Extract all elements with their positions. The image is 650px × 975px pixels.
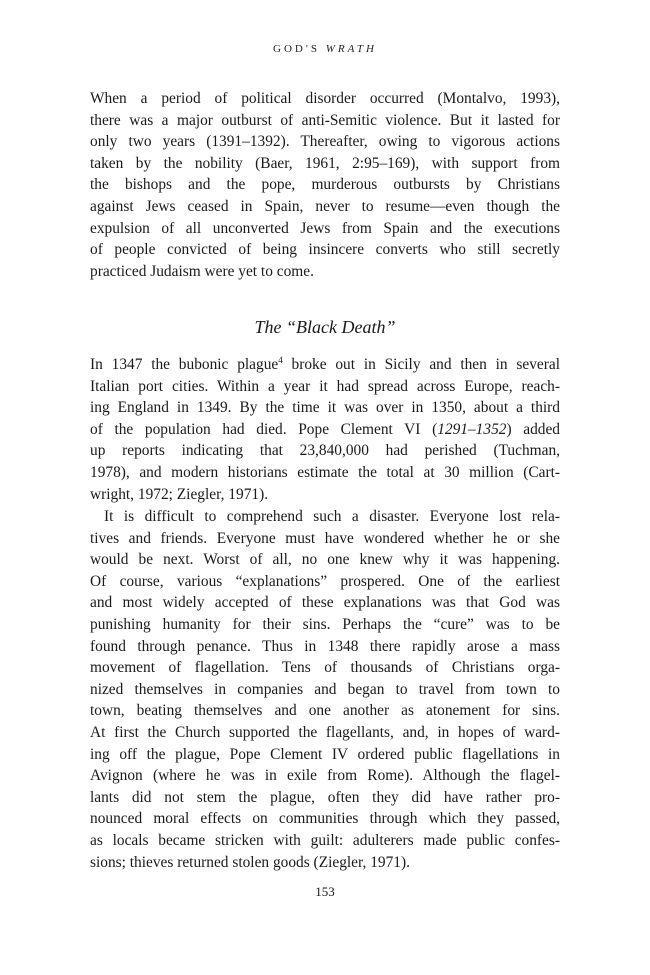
text-line: against Jews ceased in Spain, never to resume—even though the — [90, 197, 560, 215]
text-line: up reports indicating that 23,840,000 had perished (Tuchman, — [90, 442, 560, 460]
text-line: ing England in 1349. By the time it was over in 1350, about a third — [90, 399, 560, 417]
text-fragment: of the population had died. Pope Clement VI ( — [90, 420, 438, 438]
text-line: of people convicted of being insincere converts who still secretly — [90, 241, 560, 259]
text-fragment: In 1347 the bubonic plague — [90, 356, 279, 373]
text-line: movement of flagellation. Tens of thousands of Christians orga- — [90, 659, 560, 677]
paragraph-2 — [90, 354, 560, 505]
page-number: 153 — [315, 884, 335, 899]
text-line — [90, 354, 560, 376]
text-fragment: broke out in Sicily and then in several — [282, 356, 560, 373]
section-heading: The “Black Death” — [254, 317, 396, 337]
text-line: Avignon (where he was in exile from Rome). Although the flagel- — [90, 767, 560, 785]
text-line: taken by the nobility (Baer, 1961, 2:95–169), with support from — [90, 154, 560, 172]
paragraph-3 — [90, 506, 560, 873]
text-line: wright, 1972; Ziegler, 1971). — [90, 485, 269, 503]
text-fragment: ) added — [506, 420, 560, 438]
text-line: When a period of political disorder occurred (Montalvo, 1993), — [90, 90, 560, 107]
text-line: 1978), and modern historians estimate the total at 30 million (Cart- — [90, 463, 560, 481]
paragraph-1 — [90, 88, 560, 282]
running-head-wrath: WRATH — [325, 43, 377, 55]
text-italic: 1291–1352 — [437, 420, 507, 438]
footnote-marker: 4 — [278, 354, 283, 365]
text-line: would be next. Worst of all, no one knew why it was happening. — [90, 551, 560, 569]
text-line: Italian port cities. Within a year it had spread across Europe, reach- — [90, 377, 560, 395]
text-line: punishing humanity for their sins. Perhaps the “cure” was to be — [90, 615, 560, 633]
text-line: as locals became stricken with guilt: adulterers made public confes- — [90, 831, 560, 849]
text-line: found through penance. Thus in 1348 there rapidly arose a mass — [90, 637, 560, 655]
text-line — [90, 419, 560, 441]
running-head-gods: GOD'S — [273, 43, 326, 55]
text-line: nounced moral effects on communities through which they passed, — [90, 810, 560, 828]
text-line: practiced Judaism were yet to come. — [90, 262, 314, 280]
text-line: lants did not stem the plague, often they did have rather pro- — [90, 788, 560, 806]
text-line: ing off the plague, Pope Clement IV ordered public flagellations in — [90, 745, 560, 763]
text-line: At first the Church supported the flagellants, and, in hopes of ward- — [90, 723, 560, 741]
text-line: tives and friends. Everyone must have wondered whether he or she — [90, 529, 560, 547]
text-line: the bishops and the pope, murderous outbursts by Christians — [90, 176, 560, 194]
text-line: Of course, various “explanations” prospered. One of the earliest — [90, 572, 560, 590]
text-line: there was a major outburst of anti-Semitic violence. But it lasted for — [90, 111, 560, 129]
text-line: nized themselves in companies and began to travel from town to — [90, 680, 560, 698]
text-line: sions; thieves returned stolen goods (Ziegler, 1971). — [90, 853, 410, 871]
text-line: and most widely accepted of these explanations was that God was — [90, 594, 560, 612]
text-line: town, beating themselves and one another as atonement for sins. — [90, 702, 560, 720]
text-line: only two years (1391–1392). Thereafter, owing to vigorous actions — [90, 133, 560, 151]
text-line: It is difficult to comprehend such a disaster. Everyone lost rela- — [104, 508, 560, 525]
text-line: expulsion of all unconverted Jews from Spain and the executions — [90, 219, 560, 237]
running-head — [0, 43, 650, 55]
